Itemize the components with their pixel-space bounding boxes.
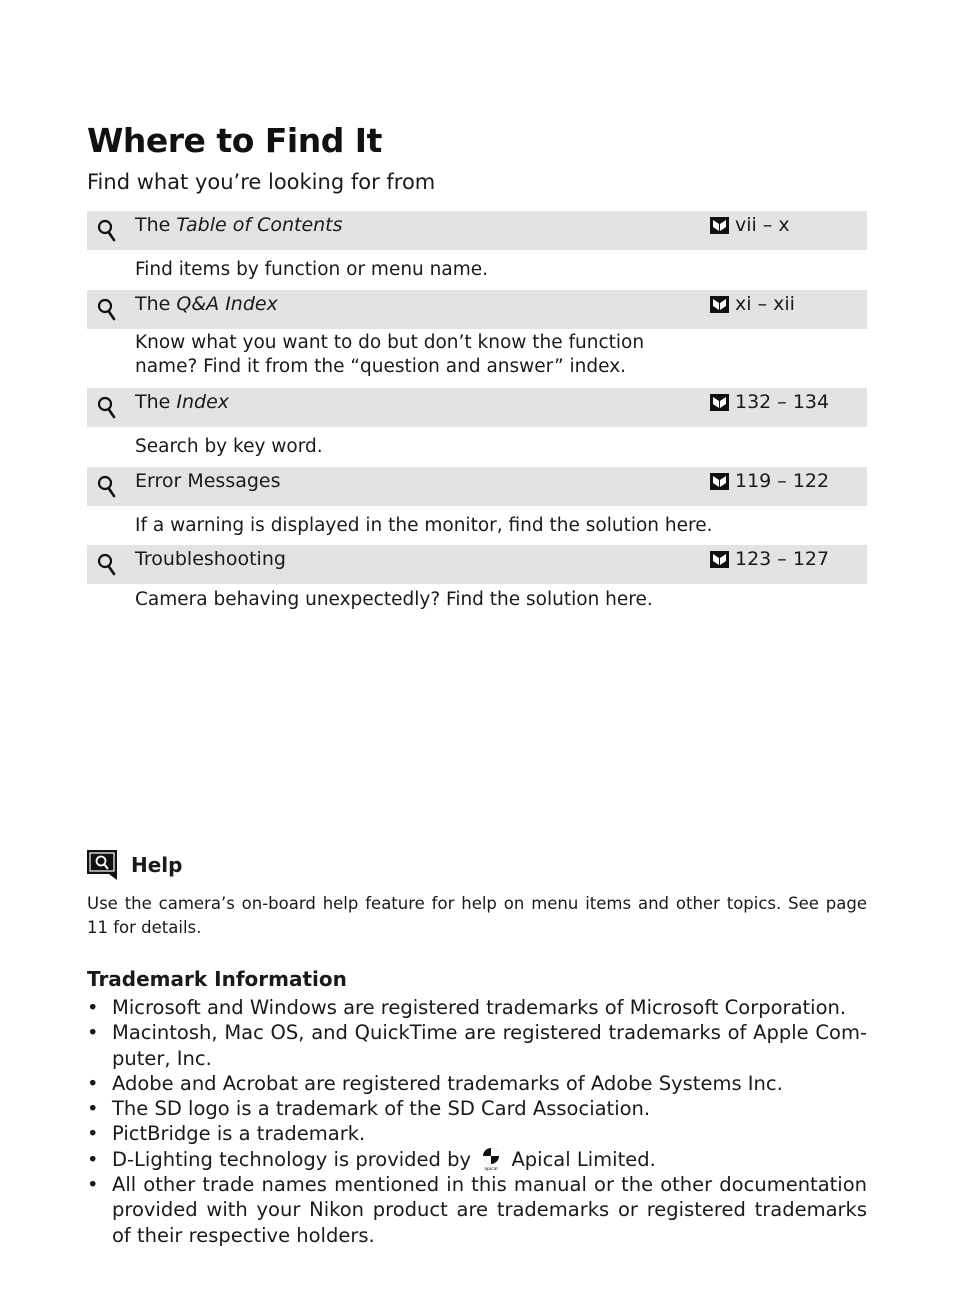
trademark-heading: Trademark Information <box>87 967 347 991</box>
list-item: • Adobe and Acrobat are registered trademarks of Adobe Systems Inc. <box>87 1071 867 1096</box>
intro-text: Find what you’re looking for from <box>87 170 436 194</box>
help-title: Help <box>131 853 183 877</box>
trademark-section <box>87 965 867 1248</box>
entry-description <box>87 329 867 388</box>
page-reference[interactable]: xi – xii <box>710 290 795 318</box>
page-reference[interactable]: 119 – 122 <box>710 467 829 495</box>
page-reference-icon <box>710 551 729 568</box>
trademark-list <box>87 995 867 1248</box>
magnifier-icon <box>97 475 117 499</box>
entry-title: Troubleshooting <box>135 548 286 570</box>
magnifier-icon <box>97 553 117 577</box>
apical-logo-icon <box>480 1147 502 1171</box>
entry-table-of-contents[interactable] <box>87 211 867 250</box>
page-reference[interactable]: 123 – 127 <box>710 545 829 573</box>
help-text: Use the camera’s on-board help feature for help on menu items and other topics. See page 11 for details. <box>87 894 867 937</box>
dlighting-text: D-Lighting technology is provided by <box>112 1147 472 1171</box>
entry-title: The Index <box>135 391 230 413</box>
dlighting-text: Apical Limited. <box>511 1147 656 1171</box>
entry-error-messages[interactable] <box>87 467 867 506</box>
page-reference-icon <box>710 296 729 313</box>
magnifier-icon <box>97 219 117 243</box>
entry-description: Find items by function or menu name. <box>135 259 489 280</box>
help-icon <box>87 850 119 880</box>
apical-logo-text: apical <box>484 1166 498 1171</box>
list-item: • Macintosh, Mac OS, and QuickTime are registered trademarks of Apple Com-puter, Inc. <box>87 1020 867 1071</box>
magnifier-icon <box>97 298 117 322</box>
entry-qa-index[interactable] <box>87 290 867 329</box>
entry-description: Search by key word. <box>135 436 323 457</box>
list-item: • The SD logo is a trademark of the SD Card Association. <box>87 1096 867 1121</box>
help-heading <box>87 850 867 880</box>
help-section <box>87 850 867 940</box>
page-reference[interactable]: vii – x <box>710 211 790 239</box>
page-reference[interactable]: 132 – 134 <box>710 388 829 416</box>
page-reference-icon <box>710 473 729 490</box>
list-item: • Microsoft and Windows are registered trademarks of Microsoft Corporation. <box>87 995 867 1020</box>
list-item <box>87 1147 867 1172</box>
entry-title: The Q&A Index <box>135 293 278 315</box>
page-reference-icon <box>710 217 729 234</box>
entry-description: Camera behaving unexpectedly? Find the solution here. <box>135 589 653 610</box>
entry-index[interactable] <box>87 388 867 427</box>
list-item: • All other trade names mentioned in this manual or the other documentation provided with your Nikon product are trademarks or registered trademarks of their respective holders. <box>87 1172 867 1248</box>
description-line: Know what you want to do but don’t know the function <box>135 332 645 353</box>
page-title: Where to Find It <box>87 121 382 160</box>
entry-troubleshooting[interactable] <box>87 545 867 584</box>
entry-description: If a warning is displayed in the monitor, find the solution here. <box>135 515 713 536</box>
page-reference-icon <box>710 394 729 411</box>
entry-title: The Table of Contents <box>135 214 343 236</box>
finder-list <box>87 211 867 624</box>
entry-title: Error Messages <box>135 470 281 492</box>
list-item: • PictBridge is a trademark. <box>87 1121 867 1146</box>
magnifier-icon <box>97 396 117 420</box>
description-line: name? Find it from the “question and answer” index. <box>135 356 627 377</box>
